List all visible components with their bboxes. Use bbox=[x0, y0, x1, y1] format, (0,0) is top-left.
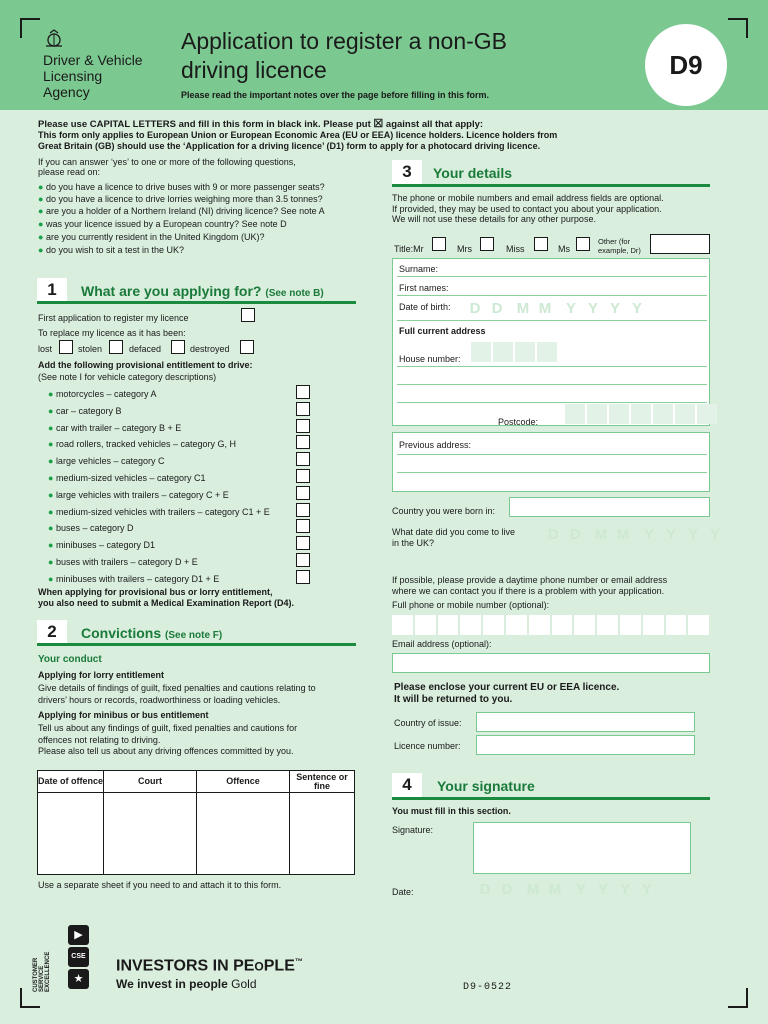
date-cell[interactable]: D bbox=[543, 525, 563, 545]
your-conduct-heading: Your conduct bbox=[38, 654, 102, 665]
date-cell[interactable]: D bbox=[475, 880, 495, 900]
section-divider bbox=[392, 797, 710, 800]
date-cell[interactable]: Y bbox=[705, 525, 725, 545]
question-item: ● was your licence issued by a European country? See note D bbox=[38, 219, 287, 229]
see-note-i: (See note I for vehicle category descriptions) bbox=[38, 372, 217, 382]
category-checkbox[interactable] bbox=[296, 469, 310, 483]
question-item: ● do you wish to sit a test in the UK? bbox=[38, 245, 185, 255]
date-cell[interactable]: Y bbox=[683, 525, 703, 545]
licence-number-input[interactable] bbox=[476, 735, 695, 755]
enclose-note: Please enclose your current EU or EEA licence. bbox=[394, 682, 620, 693]
phone-digit-cell[interactable] bbox=[688, 615, 709, 635]
cse-badge bbox=[68, 925, 89, 989]
agency-name: Driver & Vehicle Licensing Agency bbox=[43, 52, 143, 100]
form-subtitle: Please read the important notes over the page before filling in this form. bbox=[181, 90, 490, 100]
section-1-title: What are you applying for? (See note B) bbox=[81, 283, 324, 299]
category-checkbox[interactable] bbox=[296, 519, 310, 533]
date-cell[interactable]: Y bbox=[661, 525, 681, 545]
category-checkbox[interactable] bbox=[296, 570, 310, 584]
title-label: Title:Mr bbox=[394, 244, 424, 254]
table-cell[interactable] bbox=[38, 793, 104, 875]
other-label: Other (for example, Dr) bbox=[598, 237, 641, 255]
category-checkbox[interactable] bbox=[296, 385, 310, 399]
bus-text: offences not relating to driving. bbox=[38, 735, 161, 745]
dob-input[interactable] bbox=[465, 299, 647, 319]
phone-digit-cell[interactable] bbox=[483, 615, 504, 635]
iip-logo-text: INVESTORS IN PEOPLE™ bbox=[116, 957, 303, 975]
enclose-note: It will be returned to you. bbox=[394, 694, 513, 705]
surname-label: Surname: bbox=[399, 264, 439, 274]
iip-tagline: We invest in people Gold bbox=[116, 977, 257, 991]
replace-label: To replace my licence as it has been: bbox=[38, 328, 186, 338]
category-label: ● medium-sized vehicles – category C1 bbox=[48, 473, 206, 483]
date-cell[interactable]: Y bbox=[593, 880, 613, 900]
column-court: Court bbox=[104, 771, 197, 793]
question-item: ● are you currently resident in the United Kingdom (UK)? bbox=[38, 232, 265, 242]
bus-text: Please also tell us about any driving offences committed by you. bbox=[38, 746, 294, 756]
lost-label: lost bbox=[38, 344, 53, 354]
first-names-label: First names: bbox=[399, 283, 449, 293]
ms-label: Ms bbox=[558, 244, 570, 254]
convictions-table bbox=[37, 770, 355, 875]
play-icon: ▶ bbox=[68, 925, 89, 945]
section-2-number: 2 bbox=[37, 620, 67, 644]
category-label: ● medium-sized vehicles with trailers – category C1 + E bbox=[48, 506, 270, 517]
category-checkbox[interactable] bbox=[296, 402, 310, 416]
section-1-number: 1 bbox=[37, 278, 67, 302]
bus-text: Tell us about any findings of guilt, fixed penalties and cautions for bbox=[38, 723, 298, 733]
cross-box-icon: ☒ bbox=[373, 118, 384, 130]
column-sentence: Sentence or fine bbox=[290, 771, 355, 793]
house-number-input[interactable] bbox=[471, 342, 557, 362]
defaced-checkbox[interactable] bbox=[171, 340, 185, 354]
licence-number-label: Licence number: bbox=[394, 741, 461, 751]
phone-digit-cell[interactable] bbox=[574, 615, 595, 635]
contact-note: If possible, please provide a daytime phone number or email address bbox=[392, 575, 668, 585]
date-cell[interactable]: D bbox=[487, 299, 507, 319]
email-input[interactable] bbox=[392, 653, 710, 673]
date-label: Date: bbox=[392, 887, 414, 897]
question-item: ● are you a holder of a Northern Ireland (NI) driving licence? See note A bbox=[38, 206, 325, 216]
date-cell[interactable]: M bbox=[591, 525, 611, 545]
category-label: ● large vehicles – category C bbox=[48, 456, 165, 467]
form-code-badge: D9 bbox=[645, 24, 727, 106]
add-provisional-label: Add the following provisional entitlement to drive: bbox=[38, 360, 253, 370]
date-cell[interactable]: Y bbox=[637, 880, 657, 900]
divider bbox=[397, 320, 707, 321]
phone-digit-cell[interactable] bbox=[415, 615, 436, 635]
section-4-number: 4 bbox=[392, 773, 422, 797]
category-checkbox[interactable] bbox=[296, 536, 310, 550]
category-checkbox[interactable] bbox=[296, 452, 310, 466]
category-label: ● buses – category D bbox=[48, 523, 134, 534]
table-cell[interactable] bbox=[290, 793, 355, 875]
address-heading: Full current address bbox=[399, 326, 486, 336]
column-offence: Offence bbox=[197, 771, 290, 793]
phone-digit-cell[interactable] bbox=[552, 615, 573, 635]
medical-note: you also need to submit a Medical Examination Report (D4). bbox=[38, 598, 295, 608]
column-date: Date of offence bbox=[38, 771, 104, 793]
defaced-label: defaced bbox=[129, 344, 162, 354]
mrs-checkbox[interactable] bbox=[480, 237, 494, 251]
destroyed-checkbox[interactable] bbox=[240, 340, 254, 354]
category-checkbox[interactable] bbox=[296, 486, 310, 500]
questions-intro: please read on: bbox=[38, 167, 101, 177]
mr-checkbox[interactable] bbox=[432, 237, 446, 251]
date-cell[interactable]: M bbox=[513, 299, 533, 319]
phone-label: Full phone or mobile number (optional): bbox=[392, 600, 550, 610]
previous-address-line[interactable] bbox=[397, 472, 707, 473]
previous-address-line[interactable] bbox=[397, 454, 707, 455]
lorry-heading: Applying for lorry entitlement bbox=[38, 670, 165, 680]
date-cell[interactable]: Y bbox=[605, 299, 625, 319]
section-4-title: Your signature bbox=[437, 778, 535, 794]
date-cell[interactable]: Y bbox=[561, 299, 581, 319]
phone-digit-cell[interactable] bbox=[506, 615, 527, 635]
category-label: ● road rollers, tracked vehicles – category G, H bbox=[48, 439, 237, 450]
other-title-input[interactable] bbox=[650, 234, 710, 254]
previous-address-label: Previous address: bbox=[399, 440, 472, 450]
country-issue-label: Country of issue: bbox=[394, 718, 462, 728]
postcode-input[interactable] bbox=[565, 404, 717, 424]
date-cell[interactable]: D bbox=[497, 880, 517, 900]
address-line[interactable] bbox=[397, 402, 707, 403]
phone-digit-cell[interactable] bbox=[643, 615, 664, 635]
capital-instruction: Please use CAPITAL LETTERS and fill in this form in black ink. Please put ☒ against all that apply: bbox=[38, 118, 484, 130]
phone-input[interactable] bbox=[392, 615, 709, 635]
crop-mark bbox=[728, 988, 748, 1008]
eu-note-2: Great Britain (GB) should use the ‘Application for a driving licence’ (D1) form to apply for a photocard driving licence. bbox=[38, 141, 541, 151]
signature-label: Signature: bbox=[392, 825, 434, 835]
cse-label: CSE bbox=[68, 947, 89, 967]
signature-date-input[interactable] bbox=[475, 880, 657, 900]
stolen-checkbox[interactable] bbox=[109, 340, 123, 354]
miss-label: Miss bbox=[506, 244, 525, 254]
date-came-input[interactable] bbox=[543, 525, 725, 545]
category-checkbox[interactable] bbox=[296, 503, 310, 517]
category-label: ● car – category B bbox=[48, 405, 122, 416]
first-application-label: First application to register my licence bbox=[38, 313, 189, 323]
section-3-title: Your details bbox=[433, 165, 513, 181]
category-checkbox[interactable] bbox=[296, 435, 310, 449]
address-line[interactable] bbox=[397, 366, 707, 367]
phone-digit-cell[interactable] bbox=[529, 615, 550, 635]
table-cell[interactable] bbox=[104, 793, 197, 875]
lorry-text: Give details of findings of guilt, fixed penalties and cautions relating to bbox=[38, 683, 316, 693]
date-cell[interactable]: M bbox=[523, 880, 543, 900]
section-2-title: Convictions (See note F) bbox=[81, 625, 223, 641]
phone-digit-cell[interactable] bbox=[438, 615, 459, 635]
question-item: ● do you have a licence to drive lorries weighing more than 3.5 tonnes? bbox=[38, 194, 323, 204]
phone-digit-cell[interactable] bbox=[666, 615, 687, 635]
category-label: ● car with trailer – category B + E bbox=[48, 422, 182, 433]
date-came-label: in the UK? bbox=[392, 538, 435, 548]
phone-digit-cell[interactable] bbox=[597, 615, 618, 635]
phone-digit-cell[interactable] bbox=[460, 615, 481, 635]
section-divider bbox=[392, 184, 710, 187]
form-title: Application to register a non-GB driving licence bbox=[181, 28, 508, 83]
date-came-label: What date did you come to live bbox=[392, 527, 516, 537]
house-number-label: House number: bbox=[399, 354, 461, 364]
country-born-label: Country you were born in: bbox=[392, 506, 496, 516]
crop-mark bbox=[20, 18, 40, 38]
first-names-line[interactable] bbox=[397, 295, 707, 296]
separate-sheet-note: Use a separate sheet if you need to and attach it to this form. bbox=[38, 880, 282, 890]
iip-o-icon: O bbox=[254, 959, 264, 974]
bus-heading: Applying for minibus or bus entitlement bbox=[38, 710, 209, 720]
category-checkbox[interactable] bbox=[296, 419, 310, 433]
date-cell[interactable]: D bbox=[565, 525, 585, 545]
date-cell[interactable]: Y bbox=[583, 299, 603, 319]
section-divider bbox=[37, 643, 356, 646]
date-cell[interactable]: Y bbox=[615, 880, 635, 900]
medical-note: When applying for provisional bus or lorry entitlement, bbox=[38, 587, 273, 597]
section-divider bbox=[37, 301, 356, 304]
country-born-input[interactable] bbox=[509, 497, 710, 517]
email-label: Email address (optional): bbox=[392, 639, 492, 649]
dob-label: Date of birth: bbox=[399, 302, 451, 312]
contact-note: where we can contact you if there is a problem with your application. bbox=[392, 586, 665, 596]
category-label: ● large vehicles with trailers – category C + E bbox=[48, 489, 229, 500]
table-cell[interactable] bbox=[197, 793, 290, 875]
cse-vertical-text: CUSTOMER SERVICE EXCELLENCE bbox=[33, 951, 51, 992]
date-cell[interactable]: Y bbox=[627, 299, 647, 319]
question-item: ● do you have a licence to drive buses with 9 or more passenger seats? bbox=[38, 182, 325, 192]
form-version-code: D9-0522 bbox=[463, 982, 513, 993]
category-label: ● minibuses – category D1 bbox=[48, 540, 155, 551]
date-cell[interactable]: D bbox=[465, 299, 485, 319]
address-line[interactable] bbox=[397, 384, 707, 385]
crop-mark bbox=[728, 18, 748, 38]
category-label: ● buses with trailers – category D + E bbox=[48, 557, 198, 567]
date-cell[interactable]: Y bbox=[639, 525, 659, 545]
optional-note: If provided, they may be used to contact you about your application. bbox=[392, 204, 662, 214]
eu-note-1: This form only applies to European Union or European Economic Area (EU or EEA) licence holders. Licence holders from bbox=[38, 130, 558, 140]
postcode-label: Postcode: bbox=[498, 417, 539, 427]
category-label: ● motorcycles – category A bbox=[48, 389, 157, 399]
section-3-number: 3 bbox=[392, 160, 422, 184]
date-cell[interactable]: M bbox=[613, 525, 633, 545]
category-label: ● minibuses with trailers – category D1 + E bbox=[48, 573, 220, 584]
phone-digit-cell[interactable] bbox=[620, 615, 641, 635]
royal-crest-icon bbox=[43, 28, 65, 50]
country-issue-input[interactable] bbox=[476, 712, 695, 732]
date-cell[interactable]: M bbox=[545, 880, 565, 900]
optional-note: The phone or mobile numbers and email address fields are optional. bbox=[392, 193, 664, 203]
date-cell[interactable]: M bbox=[535, 299, 555, 319]
miss-checkbox[interactable] bbox=[534, 237, 548, 251]
mrs-label: Mrs bbox=[457, 244, 472, 254]
surname-line[interactable] bbox=[397, 276, 707, 277]
first-application-checkbox[interactable] bbox=[241, 308, 255, 322]
stolen-label: stolen bbox=[78, 344, 103, 354]
questions-intro: If you can answer ‘yes’ to one or more of the following questions, bbox=[38, 157, 296, 167]
lost-checkbox[interactable] bbox=[59, 340, 73, 354]
optional-note: We will not use these details for any other purpose. bbox=[392, 214, 596, 224]
date-cell[interactable]: Y bbox=[571, 880, 591, 900]
signature-input[interactable] bbox=[473, 822, 691, 874]
phone-digit-cell[interactable] bbox=[392, 615, 413, 635]
ms-checkbox[interactable] bbox=[576, 237, 590, 251]
category-checkbox[interactable] bbox=[296, 553, 310, 567]
destroyed-label: destroyed bbox=[190, 344, 230, 354]
lorry-text: drivers’ hours or records, roadworthiness or loading vehicles. bbox=[38, 695, 281, 705]
must-fill-note: You must fill in this section. bbox=[392, 806, 511, 816]
star-icon: ★ bbox=[68, 969, 89, 989]
